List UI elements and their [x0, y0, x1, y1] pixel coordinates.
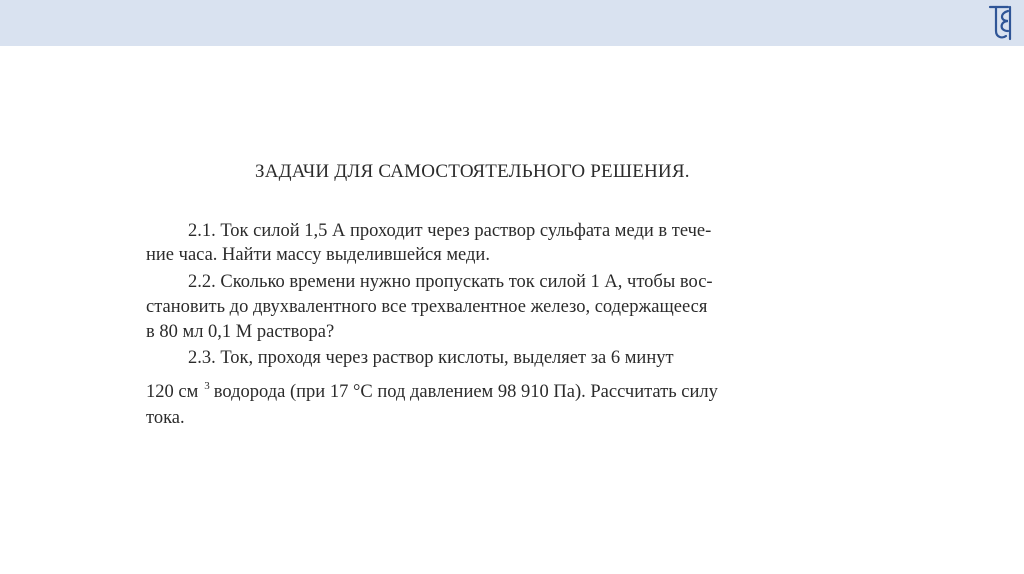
problem-2-2-line-2: становить до двухвалентного все трехвалентное железо, содержащееся: [146, 297, 708, 317]
problem-2-2-line-3: в 80 мл 0,1 М раствора?: [146, 322, 335, 342]
problem-2-3-line-2: [146, 381, 718, 405]
problem-2-3-line-2-rest: водорода (при 17 °С под давлением 98 910 Па). Рассчитать силу: [213, 382, 718, 402]
page-title: ЗАДАЧИ ДЛЯ САМОСТОЯТЕЛЬНОГО РЕШЕНИЯ.: [255, 161, 690, 182]
problem-2-3-line-3: тока.: [146, 408, 185, 428]
problem-2-1-line-1: 2.1. Ток силой 1,5 А проходит через раствор сульфата меди в тече-: [188, 221, 712, 241]
problem-2-3-line-1: 2.3. Ток, проходя через раствор кислоты, выделяет за 6 минут: [188, 348, 674, 368]
cubic-superscript: 3: [204, 380, 210, 392]
problem-2-1-line-2: ние часа. Найти массу выделившейся меди.: [146, 245, 490, 265]
volume-value: 120 см: [146, 382, 199, 402]
problem-2-2-line-1: 2.2. Сколько времени нужно пропускать ток силой 1 А, чтобы вос-: [188, 272, 713, 292]
